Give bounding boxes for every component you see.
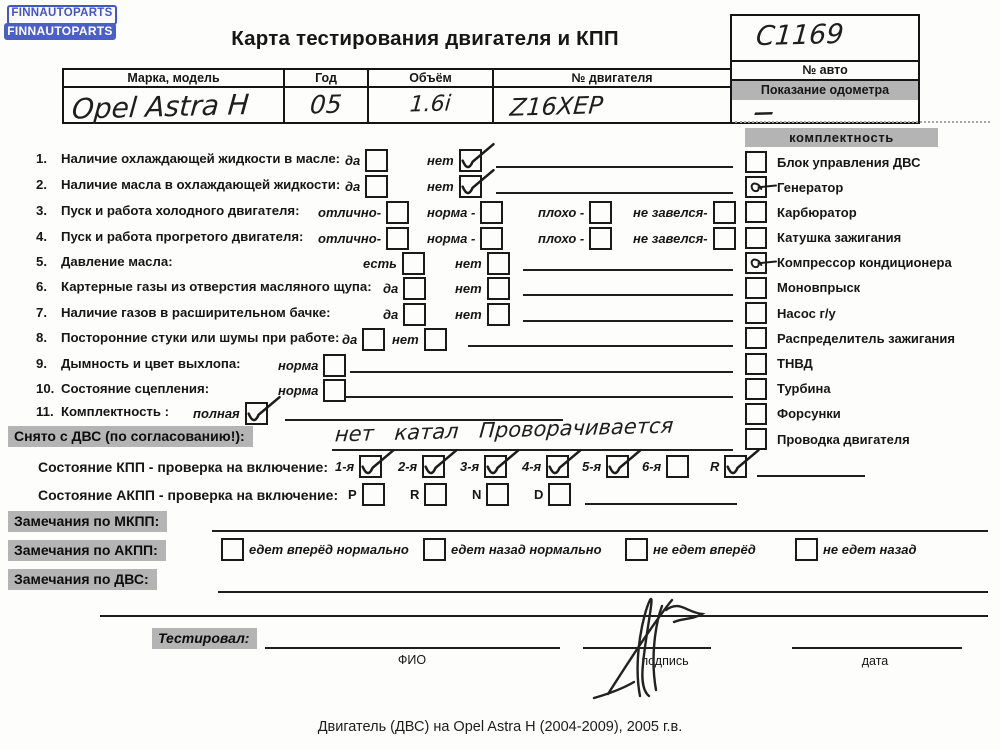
completeness-item	[745, 178, 995, 196]
checkbox	[323, 354, 346, 377]
question-number: 8.	[36, 330, 47, 345]
option-label: 1-я	[335, 459, 355, 474]
option-label: да	[342, 332, 358, 347]
vehicle-header-table	[62, 68, 732, 124]
header-column-label: Марка, модель	[64, 70, 283, 88]
question-text: Наличие охлаждающей жидкости в масле:	[61, 151, 341, 166]
checkbox-option	[278, 354, 346, 377]
car-number-handwritten: C1169	[754, 18, 845, 53]
option-label: P	[348, 487, 357, 502]
checkbox-option	[427, 227, 503, 250]
checkbox-option	[582, 455, 629, 478]
question-text: Наличие масла в охлаждающей жидкости:	[61, 177, 341, 192]
option-label: норма -	[427, 205, 476, 220]
option-label: нет	[455, 256, 482, 271]
signature-scribble	[588, 594, 710, 700]
question-text: Пуск и работа прогретого двигателя:	[61, 229, 304, 244]
completeness-item-label: Блок управления ДВС	[777, 154, 921, 170]
checkbox-option	[363, 252, 425, 275]
kpp-check-label-bold: Состояние КПП	[38, 459, 145, 475]
option-label: не завелся-	[633, 231, 708, 246]
question-row-1	[0, 149, 760, 171]
checkbox-option	[455, 303, 510, 326]
checkbox	[365, 175, 388, 198]
blank-line	[523, 294, 733, 296]
check-mark	[482, 448, 522, 481]
completeness-item	[745, 329, 995, 347]
blank-line	[218, 591, 988, 593]
option-label: да	[345, 153, 361, 168]
header-column-label: Год	[285, 70, 367, 88]
option-label: N	[472, 487, 482, 502]
completeness-item	[745, 279, 995, 297]
fio-line	[265, 647, 560, 649]
checkbox-option	[633, 227, 736, 250]
question-row-2	[0, 175, 760, 197]
option-label: едет вперёд нормально	[249, 542, 409, 557]
checkbox	[362, 483, 385, 506]
question-text: Посторонние стуки или шумы при работе:	[61, 330, 340, 345]
checkbox	[386, 227, 409, 250]
blank-line	[350, 371, 733, 373]
mkpp-remarks-label: Замечания по МКПП:	[8, 511, 167, 532]
kpp-check-label-rest: - проверка на включение:	[144, 459, 328, 475]
checkbox	[424, 328, 447, 351]
option-label: да	[383, 307, 399, 322]
question-number: 6.	[36, 279, 47, 294]
checkbox	[487, 277, 510, 300]
checkbox	[365, 149, 388, 172]
header-column-handwritten-value: Opel Astra H	[70, 87, 251, 126]
checkbox-option	[318, 227, 409, 250]
checkbox-option	[534, 483, 571, 506]
option-label: 2-я	[398, 459, 418, 474]
checkbox	[745, 227, 767, 249]
checkbox	[487, 303, 510, 326]
completeness-item	[745, 153, 995, 171]
blank-line	[585, 503, 737, 505]
checkbox-option	[642, 455, 689, 478]
checkbox	[713, 201, 736, 224]
checkbox	[221, 538, 244, 561]
question-number: 11.	[36, 404, 54, 419]
checkbox-option	[193, 402, 268, 425]
odometer-handwritten: —	[753, 99, 775, 125]
akpp-remark-option	[795, 538, 917, 561]
akpp-check-label-rest: - проверка на включение:	[155, 487, 339, 503]
header-column-label: Объём	[369, 70, 492, 88]
question-text: Наличие газов в расширительном бачке:	[61, 305, 331, 320]
checkbox	[745, 151, 767, 173]
checkbox-option	[633, 201, 736, 224]
car-number-box	[730, 14, 920, 124]
header-column	[285, 70, 369, 122]
akpp-remarks-label: Замечания по АКПП:	[8, 540, 166, 561]
checkbox	[589, 201, 612, 224]
check-mark	[544, 448, 584, 481]
question-text: Давление масла:	[61, 254, 173, 269]
question-row-9	[0, 354, 760, 376]
checkbox	[323, 379, 346, 402]
option-label: нет	[392, 332, 419, 347]
akpp-remark-option	[625, 538, 756, 561]
option-label: отлично-	[318, 231, 382, 246]
blank-line	[496, 166, 733, 168]
blank-line	[523, 320, 733, 322]
checkbox-option	[538, 227, 612, 250]
checkbox-option	[455, 252, 510, 275]
completeness-list	[745, 153, 995, 455]
question-row-3	[0, 201, 760, 223]
checkbox-option	[538, 201, 612, 224]
completeness-item	[745, 430, 995, 448]
option-label: нет	[427, 179, 454, 194]
checkbox	[745, 201, 767, 223]
completeness-item-label: Карбюратор	[777, 204, 857, 220]
option-label: норма	[278, 383, 319, 398]
checkbox	[724, 455, 747, 478]
question-text: Пуск и работа холодного двигателя:	[61, 203, 300, 218]
question-number: 5.	[36, 254, 47, 269]
option-label: нет	[427, 153, 454, 168]
checkbox	[403, 303, 426, 326]
completeness-item	[745, 304, 995, 322]
completeness-item-label: Моновпрыск	[777, 280, 861, 296]
dotted-divider	[735, 121, 990, 123]
header-column-handwritten-value: Z16XEP	[508, 91, 605, 122]
checkbox-option	[410, 483, 447, 506]
checkbox	[480, 201, 503, 224]
akpp-remark-option	[221, 538, 409, 561]
header-column	[369, 70, 494, 122]
check-mark	[604, 448, 644, 481]
checkbox	[666, 455, 689, 478]
checkbox	[245, 402, 268, 425]
checkbox	[589, 227, 612, 250]
checkbox	[546, 455, 569, 478]
photo-caption: Двигатель (ДВС) на Opel Astra H (2004-2009), 2005 г.в.	[317, 719, 683, 735]
question-row-4	[0, 227, 760, 249]
checkbox	[424, 483, 447, 506]
checkbox-option	[455, 277, 510, 300]
option-label: плохо -	[538, 205, 585, 220]
date-line	[792, 647, 962, 649]
divider-line	[100, 615, 988, 617]
checkbox	[745, 176, 767, 198]
checkbox-option	[398, 455, 445, 478]
completeness-item	[745, 203, 995, 221]
checkbox-option	[427, 149, 482, 172]
dvs-remarks-label: Замечания по ДВС:	[8, 569, 157, 590]
question-number: 1.	[36, 151, 47, 166]
checkbox	[745, 428, 767, 450]
option-label: D	[534, 487, 544, 502]
question-number: 3.	[36, 203, 47, 218]
option-label: не завелся-	[633, 205, 708, 220]
completeness-item-label: Форсунки	[777, 406, 841, 422]
completeness-item-label: Катушка зажигания	[777, 230, 902, 246]
header-column	[494, 70, 730, 122]
blank-line	[332, 449, 733, 451]
option-label: 3-я	[460, 459, 480, 474]
check-mark	[457, 168, 497, 201]
blank-line	[346, 396, 733, 398]
question-text: Состояние сцепления:	[61, 381, 210, 396]
option-label: не едет назад	[823, 542, 917, 557]
header-column	[64, 70, 285, 126]
blank-line	[523, 269, 733, 271]
checkbox-option	[427, 175, 482, 198]
check-mark	[357, 448, 397, 481]
question-text: Картерные газы из отверстия масляного щупа:	[61, 279, 372, 294]
completeness-item-label: Компрессор кондиционера	[777, 255, 952, 271]
checkbox	[795, 538, 818, 561]
completeness-item-label: Турбина	[777, 381, 831, 397]
akpp-mode-row	[0, 483, 1000, 507]
checkbox-option	[342, 328, 385, 351]
question-number: 7.	[36, 305, 47, 320]
checkbox	[745, 403, 767, 425]
completeness-item-label: Распределитель зажигания	[777, 330, 955, 346]
checkbox	[606, 455, 629, 478]
option-label: нет	[455, 307, 482, 322]
question-number: 9.	[36, 356, 47, 371]
checkbox-option	[345, 149, 388, 172]
checkbox	[745, 378, 767, 400]
tester-label: Тестировал:	[152, 628, 257, 649]
akpp-check-label-bold: Состояние АКПП	[38, 487, 155, 503]
checkbox	[745, 353, 767, 375]
question-number: 2.	[36, 177, 47, 192]
header-column-handwritten-value: 1.6i	[408, 91, 452, 118]
checkbox	[403, 277, 426, 300]
checkbox-option	[278, 379, 346, 402]
checkbox	[487, 252, 510, 275]
checkbox-option	[318, 201, 409, 224]
blank-line	[468, 345, 733, 347]
date-caption: дата	[861, 654, 889, 668]
question-row-8	[0, 328, 760, 350]
checkbox	[486, 483, 509, 506]
checkbox	[359, 455, 382, 478]
checkbox	[480, 227, 503, 250]
checkbox-option	[383, 277, 426, 300]
checkbox	[713, 227, 736, 250]
completeness-item	[745, 229, 995, 247]
option-label: да	[383, 281, 399, 296]
header-column-label: № двигателя	[494, 70, 730, 88]
option-label: R	[710, 459, 720, 474]
akpp-remark-option	[423, 538, 602, 561]
checkbox-option	[710, 455, 747, 478]
checkbox	[484, 455, 507, 478]
question-number: 10.	[36, 381, 55, 396]
checkbox	[386, 201, 409, 224]
option-label: плохо -	[538, 231, 585, 246]
removed-from-engine-label: Снято с ДВС (по согласованию!):	[8, 426, 253, 447]
check-mark	[420, 448, 460, 481]
finnautoparts-logo-solid: FINNAUTOPARTS	[4, 23, 116, 40]
option-label: 6-я	[642, 459, 662, 474]
checkbox	[745, 277, 767, 299]
checkbox	[625, 538, 648, 561]
akpp-remarks-options	[0, 538, 1000, 564]
checkbox-option	[383, 303, 426, 326]
completeness-item-label: ТНВД	[777, 356, 813, 371]
question-number: 4.	[36, 229, 47, 244]
completeness-item	[745, 355, 995, 373]
signature-caption: подпись	[641, 654, 689, 668]
completeness-item-label: Проводка двигателя	[777, 431, 910, 447]
option-label: да	[345, 179, 361, 194]
completeness-item	[745, 405, 995, 423]
question-row-7	[0, 303, 760, 325]
option-label: едет назад нормально	[451, 542, 602, 557]
option-label: R	[410, 487, 420, 502]
option-label: полная	[193, 406, 240, 421]
blank-line	[212, 530, 988, 532]
option-label: отлично-	[318, 205, 382, 220]
blank-line	[757, 475, 865, 477]
form-title: Карта тестирования двигателя и КПП	[231, 27, 619, 50]
blank-line	[496, 192, 733, 194]
option-label: норма -	[427, 231, 476, 246]
checkbox-option	[348, 483, 385, 506]
check-mark	[457, 142, 497, 175]
completeness-item-label: Генератор	[777, 179, 844, 195]
fio-caption: ФИО	[397, 653, 427, 667]
checkbox	[362, 328, 385, 351]
question-row-10	[0, 379, 760, 401]
header-column-handwritten-value: 05	[308, 89, 343, 120]
checkbox	[402, 252, 425, 275]
option-label: 4-я	[522, 459, 542, 474]
checkbox	[459, 175, 482, 198]
checkbox-option	[345, 175, 388, 198]
checkbox-option	[460, 455, 507, 478]
checkbox	[459, 149, 482, 172]
question-row-6	[0, 277, 760, 299]
checkbox	[745, 252, 767, 274]
option-label: норма	[278, 358, 319, 373]
checkbox	[745, 327, 767, 349]
checkbox-option	[427, 201, 503, 224]
option-label: не едет вперёд	[653, 542, 756, 557]
removed-from-engine-handwritten-note: нет катал Проворачивается	[334, 413, 675, 447]
completeness-item	[745, 380, 995, 398]
option-label: нет	[455, 281, 482, 296]
question-text: Дымность и цвет выхлопа:	[61, 356, 241, 371]
car-number-label: № авто	[732, 60, 918, 79]
checkbox-option	[522, 455, 569, 478]
odometer-label: Показание одометра	[732, 79, 918, 100]
checkbox	[422, 455, 445, 478]
completeness-header: комплектность	[745, 128, 938, 147]
checkbox-option	[472, 483, 509, 506]
question-text: Комплектность :	[61, 404, 170, 419]
question-row-5	[0, 252, 760, 274]
checkbox-option	[392, 328, 447, 351]
option-label: есть	[363, 256, 397, 271]
completeness-item-label: Насос г/у	[777, 305, 836, 321]
finnautoparts-logo-outline: FINNAUTOPARTS	[7, 5, 117, 25]
checkbox-option	[335, 455, 382, 478]
checkbox	[548, 483, 571, 506]
option-label: 5-я	[582, 459, 602, 474]
checkbox	[745, 302, 767, 324]
completeness-item	[745, 254, 995, 272]
checkbox	[423, 538, 446, 561]
